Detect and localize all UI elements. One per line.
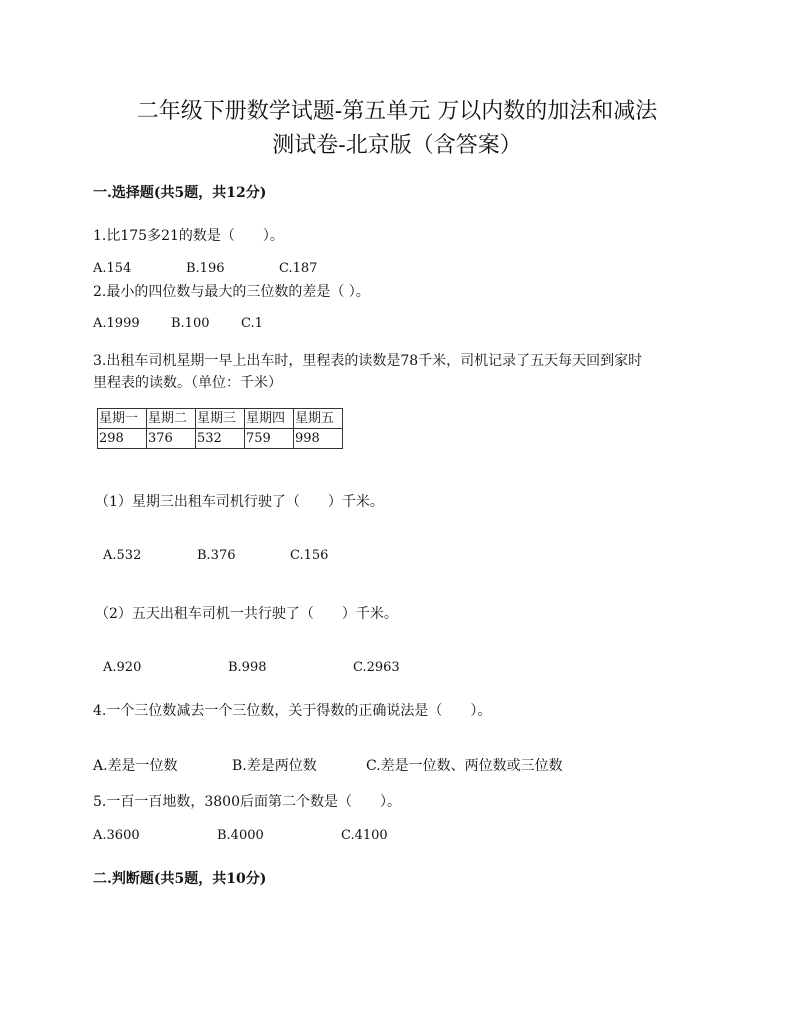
question-2-option-a: A.1999 [93, 316, 140, 331]
section1-heading: 一.选择题(共5题，共12分) [93, 185, 267, 201]
question-5-option-c: C.4100 [341, 828, 388, 843]
question-4-option-a: A.差是一位数 [93, 758, 178, 774]
question-5-option-a: A.3600 [93, 828, 140, 843]
question-3-sub1-text: （1）星期三出租车司机行驶了（ ）千米。 [95, 494, 384, 510]
table-header-cell: 星期三 [196, 409, 245, 429]
question-5-text: 5.一百一百地数，3800后面第二个数是（ ）。 [93, 794, 401, 810]
question-3-sub2-option-c: C.2963 [353, 660, 400, 675]
table-header-row [98, 409, 343, 429]
question-1-option-a: A.154 [93, 261, 132, 276]
table-header-cell: 星期二 [147, 409, 196, 429]
question-4-option-c: C.差是一位数、两位数或三位数 [366, 758, 563, 774]
table-row [98, 429, 343, 449]
document-title-line2: 测试卷-北京版（含答案） [272, 133, 522, 158]
question-3-sub1-option-c: C.156 [290, 548, 329, 563]
question-2-text: 2.最小的四位数与最大的三位数的差是（ ）。 [93, 284, 370, 300]
question-3-sub1-option-b: B.376 [197, 548, 236, 563]
question-3-sub2-text: （2）五天出租车司机一共行驶了（ ）千米。 [95, 606, 398, 622]
table-cell: 298 [98, 429, 147, 449]
section2-heading: 二.判断题(共5题，共10分) [93, 871, 267, 887]
table-cell: 759 [245, 429, 294, 449]
question-3-text-line1: 3.出租车司机星期一早上出车时，里程表的读数是78千米，司机记录了五天每天回到家时 [93, 353, 643, 369]
table-cell: 532 [196, 429, 245, 449]
question-3-sub2-option-a: A.920 [103, 660, 142, 675]
question-2-option-c: C.1 [241, 316, 263, 331]
table-header-cell: 星期一 [98, 409, 147, 429]
table-header-cell: 星期四 [245, 409, 294, 429]
table-cell: 376 [147, 429, 196, 449]
question-3-sub2-option-b: B.998 [228, 660, 267, 675]
mileage-table [97, 408, 343, 449]
question-1-text: 1.比175多21的数是（ ）。 [93, 228, 284, 244]
question-4-option-b: B.差是两位数 [232, 758, 317, 774]
table-header-cell: 星期五 [294, 409, 343, 429]
table-cell: 998 [294, 429, 343, 449]
question-3-text-line2: 里程表的读数。（单位：千米） [93, 375, 282, 391]
question-4-text: 4.一个三位数减去一个三位数，关于得数的正确说法是（ ）。 [93, 703, 492, 719]
question-5-option-b: B.4000 [217, 828, 264, 843]
question-1-option-b: B.196 [186, 261, 225, 276]
document-title-line1: 二年级下册数学试题-第五单元 万以内数的加法和减法 [136, 99, 658, 124]
question-3-sub1-option-a: A.532 [103, 548, 142, 563]
question-1-option-c: C.187 [279, 261, 318, 276]
question-2-option-b: B.100 [171, 316, 210, 331]
